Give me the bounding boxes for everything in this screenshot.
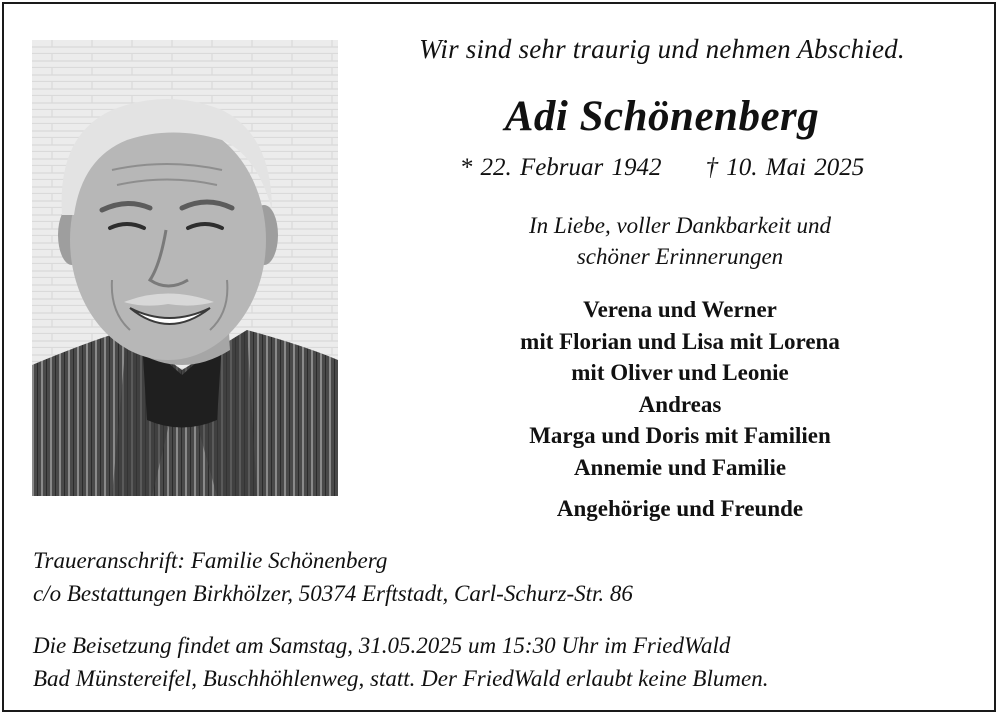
death-date: † 10. Mai 2025 (705, 154, 865, 181)
funeral-line: Bad Münstereifel, Buschhöhlenweg, statt. Der FriedWald erlaubt keine Blumen. (33, 666, 769, 691)
portrait-photo (32, 40, 338, 496)
mourning-address (33, 544, 633, 610)
mourner-line: Marga und Doris mit Familien (529, 423, 831, 448)
headline: Wir sind sehr traurig und nehmen Abschied. (419, 34, 905, 64)
mourner-line: mit Florian und Lisa mit Lorena (520, 328, 840, 354)
tribute-line: In Liebe, voller Dankbarkeit und (528, 213, 832, 238)
funeral-info (33, 629, 768, 695)
mourners-list (352, 294, 1000, 483)
birth-date: * 22. Februar 1942 (459, 154, 662, 181)
life-dates (352, 154, 972, 182)
relatives-and-friends: Angehörige und Freunde (556, 496, 804, 521)
deceased-name: Adi Schönenberg (504, 93, 820, 140)
funeral-line: Die Beisetzung findet am Samstag, 31.05.2025 um 15:30 Uhr im FriedWald (33, 633, 731, 658)
address-line: c/o Bestattungen Birkhölzer, 50374 Erftstadt, Carl-Schurz-Str. 86 (33, 581, 633, 606)
mourner-line: Verena und Werner (583, 297, 777, 322)
tribute-line: schöner Erinnerungen (576, 244, 784, 269)
mourner-line: Andreas (638, 391, 722, 417)
tribute-text (352, 210, 1000, 272)
address-line: Traueranschrift: Familie Schönenberg (33, 548, 388, 573)
mourner-line: mit Oliver und Leonie (571, 360, 789, 385)
mourner-line: Annemie und Familie (573, 454, 787, 480)
